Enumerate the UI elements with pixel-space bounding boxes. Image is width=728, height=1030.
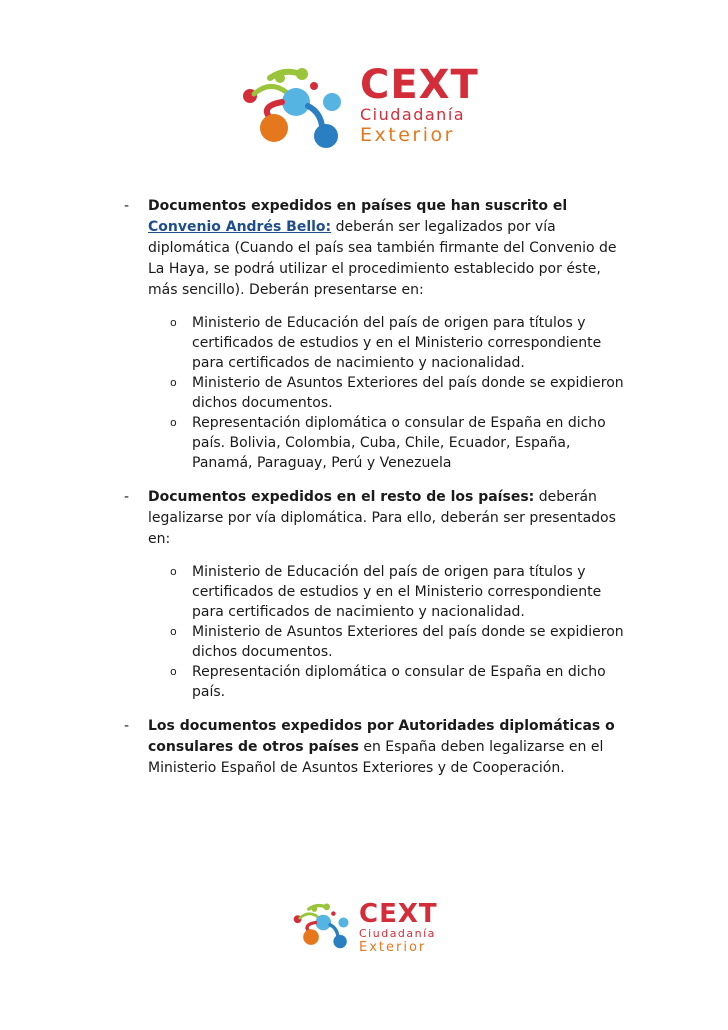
section-text: en España deben legalizarse en el Ministerio Español de Asuntos Exteriores y de Cooperación. [148,739,604,776]
list-item: o Representación diplomática o consular de España en dicho país. [170,664,606,700]
cext-logo-bottom [292,899,438,955]
logo-subtitle-ciudadania: Ciudadanía [360,105,466,124]
list-dash: - [124,198,130,214]
circle-bullet-icon: o [170,376,177,389]
cext-logo-top [240,62,479,154]
list-item: o Ministerio de Educación del país de origen para títulos y certificados de estudios y en el Ministerio correspondiente para certificados de nacimiento y nacionalidad. [170,315,602,371]
section-heading: Documentos expedidos en el resto de los países: [148,489,535,505]
logo-subtitle-exterior: Exterior [359,940,427,955]
circle-bullet-icon: o [170,416,177,429]
sub-list [0,562,728,702]
cext-emblem-icon [240,66,358,154]
cext-emblem-icon [292,902,358,952]
section-heading: Los documentos expedidos por Autoridades diplomáticas o consulares de otros países [148,718,615,755]
circle-bullet-icon: o [170,625,177,638]
circle-bullet-icon: o [170,316,177,329]
section-andres-bello [0,196,728,473]
list-dash: - [124,718,130,734]
list-item: o Ministerio de Asuntos Exteriores del país donde se expidieron dichos documentos. [170,624,624,660]
list-dash: - [124,489,130,505]
logo-title: CEXT [359,899,438,929]
section-paragraph [148,716,628,779]
list-item: o Ministerio de Educación del país de origen para títulos y certificados de estudios y en el Ministerio correspondiente para certificados de nacimiento y nacionalidad. [170,564,602,620]
section-text: deberán ser legalizados por vía diplomática (Cuando el país sea también firmante del Convenio de La Haya, se podrá utilizar el procedimiento establecido por éste, más sencillo). Deberán presentarse en: [148,219,617,298]
sub-list [0,313,728,473]
section-resto-paises [0,487,728,702]
document-body [0,196,728,779]
circle-bullet-icon: o [170,565,177,578]
section-heading: Documentos expedidos en países que han suscrito el [148,198,568,214]
list-item: o Representación diplomática o consular de España en dicho país. Bolivia, Colombia, Cuba, Chile, Ecuador, España, Panamá, Paraguay, Perú y Venezuela [170,415,606,471]
logo-subtitle-ciudadania: Ciudadanía [359,927,436,940]
section-text: deberán legalizarse por vía diplomática. Para ello, deberán ser presentados en: [148,489,616,547]
circle-bullet-icon: o [170,665,177,678]
section-paragraph [148,487,628,550]
list-item: o Ministerio de Asuntos Exteriores del país donde se expidieron dichos documentos. [170,375,624,411]
logo-title: CEXT [360,62,479,108]
logo-subtitle-exterior: Exterior [360,124,455,146]
convenio-andres-bello-link[interactable]: Convenio Andrés Bello: [148,219,332,235]
section-paragraph [148,196,628,301]
section-autoridades-diplomaticas [0,716,728,779]
